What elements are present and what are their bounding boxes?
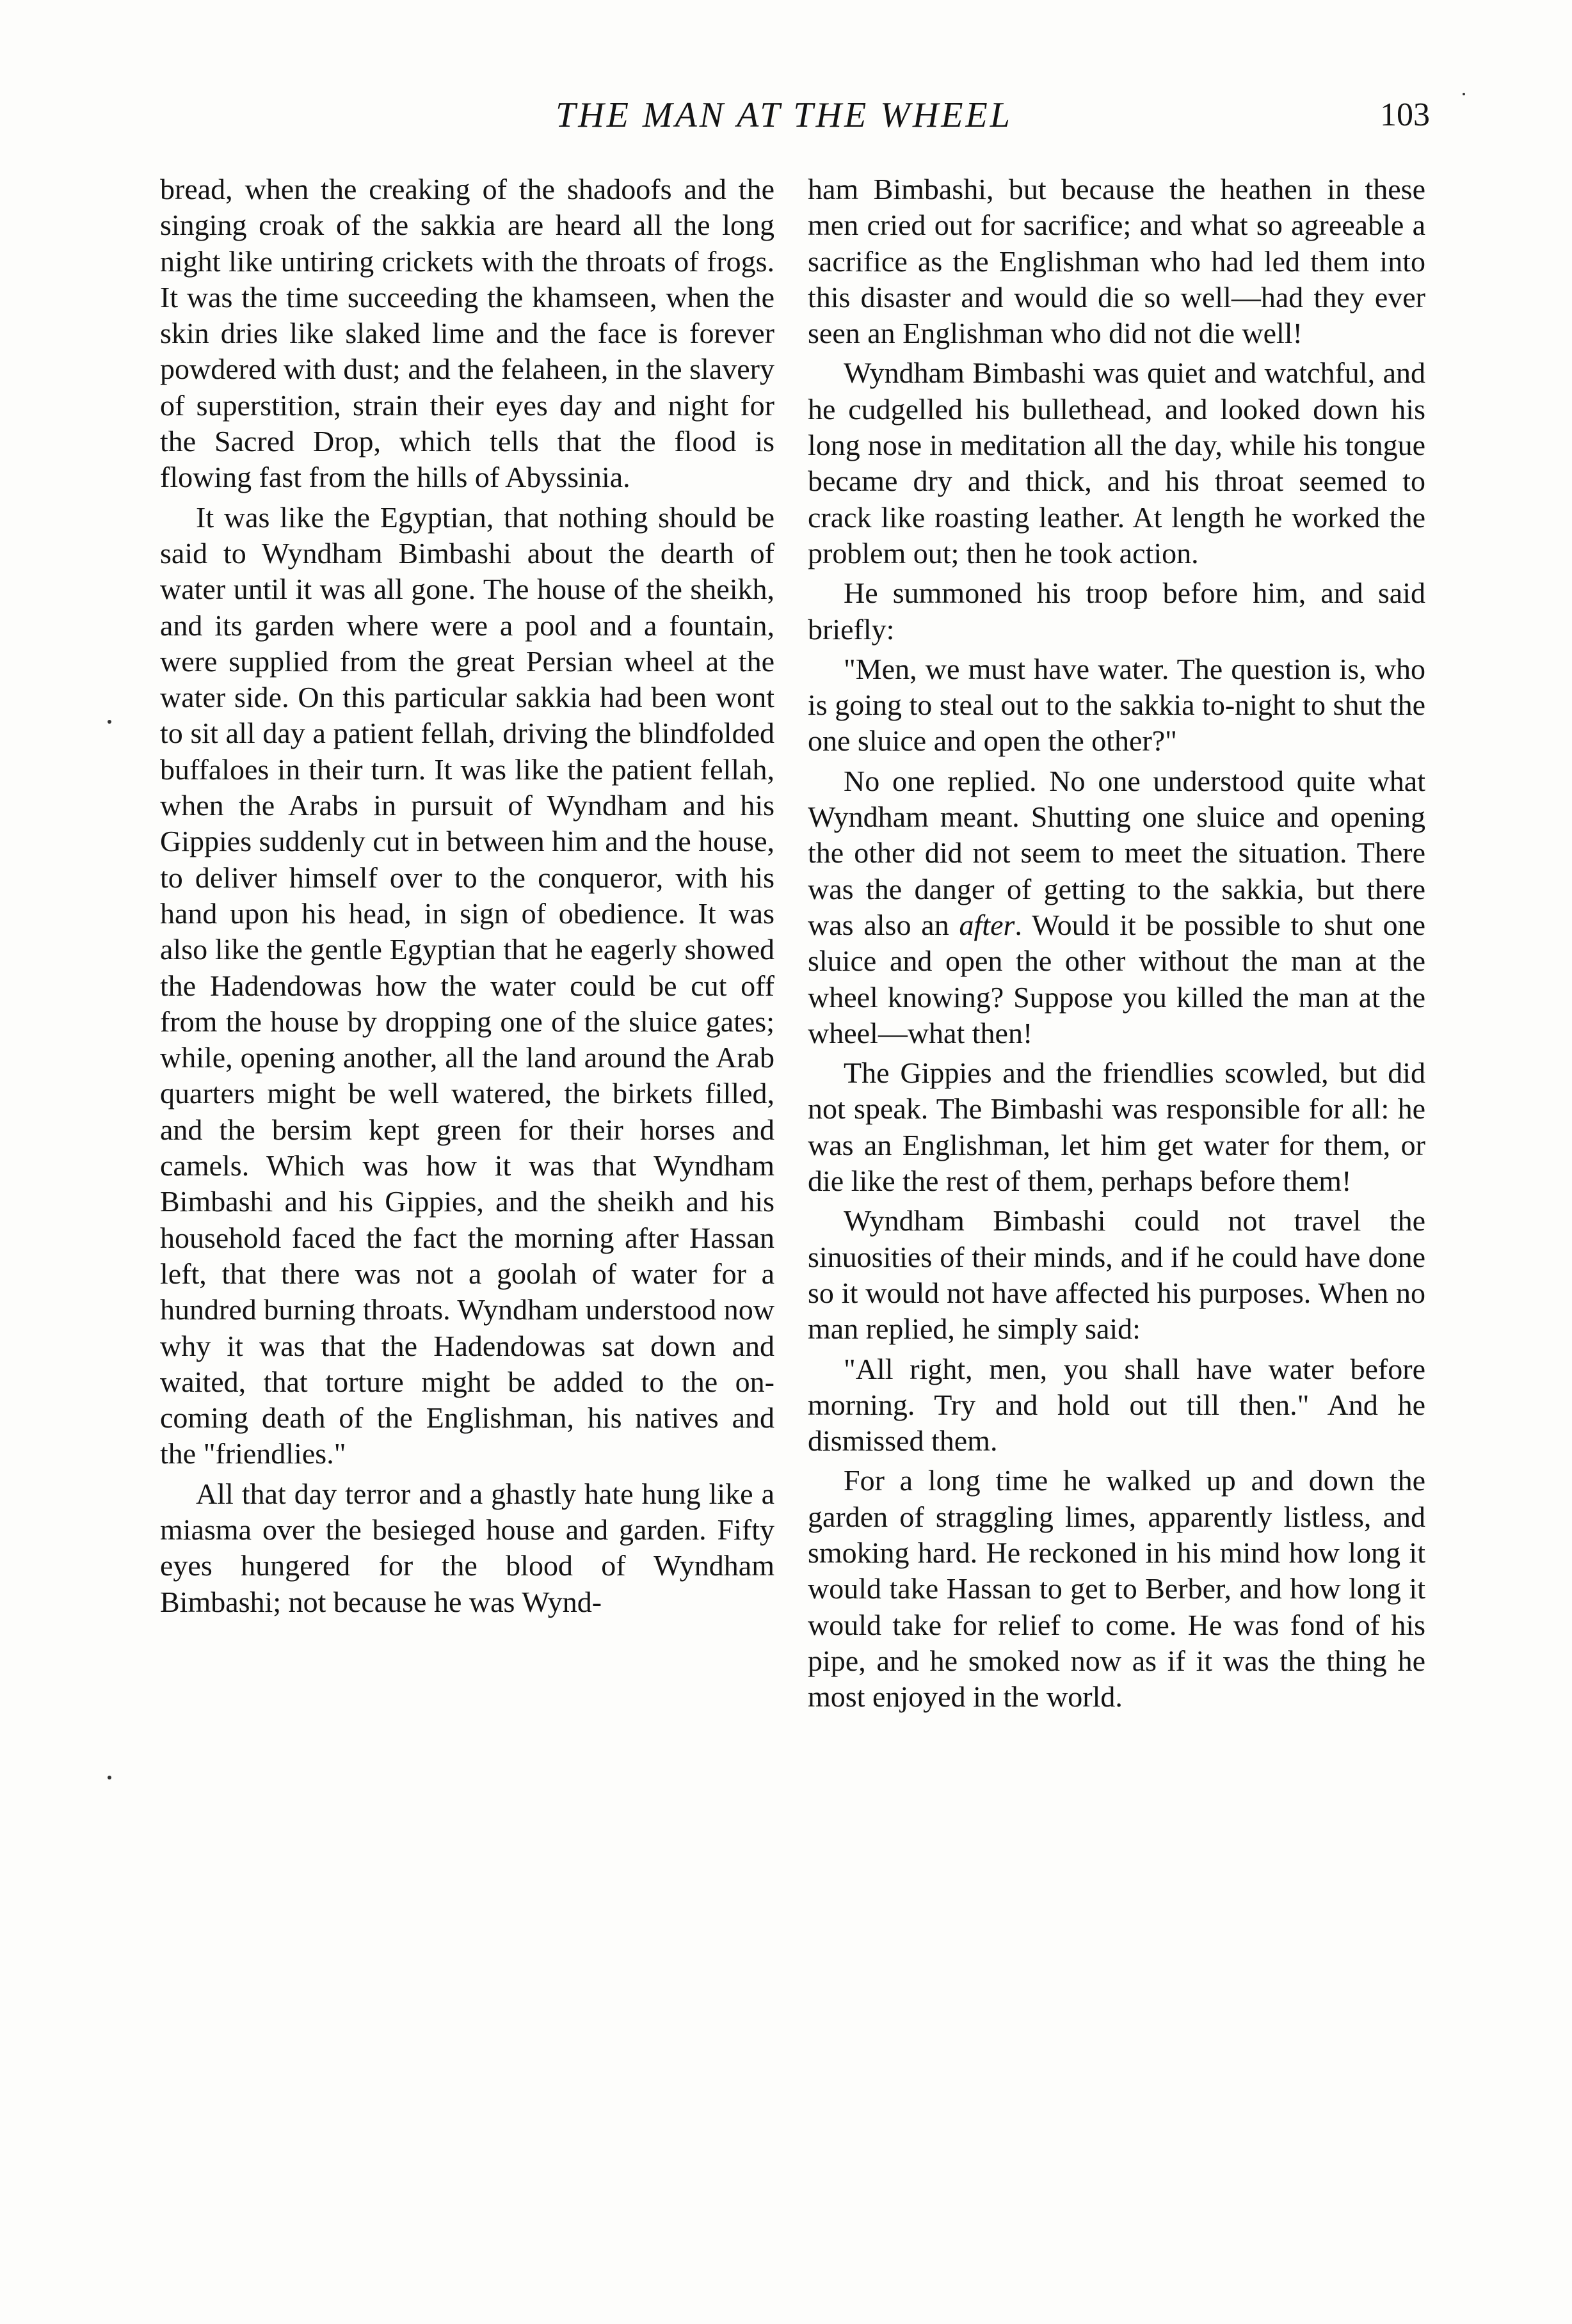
emphasis-after: after [959,908,1015,941]
right-paragraph-5-part-a: No one replied. No one understood quite what Wyndham meant. Shutting one sluice and opening the other did not seem to meet the situation. There was the danger of getting to the sakkia, but there was also an [808,764,1425,941]
right-paragraph-4: "Men, we must have water. The question is, who is going to steal out to the sakkia to-night to shut the one sluice and open the other?" [808,652,1425,758]
left-column [160,171,774,1620]
left-paragraph-2: It was like the Egyptian, that nothing should be said to Wyndham Bimbashi about the dearth of water until it was all gone. The house of the sheikh, and its garden where were a pool and a fountain, were supplied from the great Persian wheel at the water side. On this particular sakkia had been wont to sit all day a patient fellah, driving the blindfolded buffaloes in their turn. It was like the patient fellah, when the Arabs in pursuit of Wyndham and his Gippies suddenly cut in between him and the house, to deliver himself over to the conqueror, with his hand upon his head, in sign of obedience. It was also like the gentle Egyptian that he eagerly showed the Hadendowas how the water could be cut off from the house by dropping one of the sluice gates; while, opening another, all the land around the Arab quarters might be well watered, the birkets filled, and the bersim kept green for their horses and camels. Which was how it was that Wyndham Bimbashi and his Gippies, and the sheikh and his household faced the fact the morning after Hassan left, that there was not a goolah of water for a hundred burning throats. Wyndham understood now why it was that the Hadendowas sat down and waited, that torture might be added to the on-coming death of the Englishman, his natives and the "friendlies." [160,500,774,1470]
scan-speck [108,720,111,724]
right-paragraph-5-part-b: . Would it be possible to shut one sluice and open the other without the man at the wheel knowing? Suppose you killed the man at the wheel—what then! [808,908,1425,1049]
right-paragraph-6: The Gippies and the friendlies scowled, but did not speak. The Bimbashi was responsible for all: he was an Englishman, let him get water for them, or die like the rest of them, perhaps before them! [808,1056,1425,1198]
right-paragraph-3: He summoned his troop before him, and said briefly: [808,577,1425,646]
right-paragraph-5 [808,763,1425,1051]
scan-speck [108,1776,111,1779]
right-paragraph-8: "All right, men, you shall have water before morning. Try and hold out till then." And he dismissed them. [808,1352,1425,1458]
right-paragraph-7: Wyndham Bimbashi could not travel the sinuosities of their minds, and if he could have done so it would not have affected his purposes. When no man replied, he simply said: [808,1204,1425,1346]
left-paragraph-3: All that day terror and a ghastly hate hung like a miasma over the besieged house and garden. Fifty eyes hungered for the blood of Wyndham Bimbashi; not because he was Wynd- [160,1477,774,1618]
scan-speck [1463,93,1465,95]
right-paragraph-2: Wyndham Bimbashi was quiet and watchful, and he cudgelled his bullethead, and looked down his long nose in meditation all the day, while his tongue became dry and thick, and his throat seemed to crack like roasting leather. At length he worked the problem out; then he took action. [808,356,1425,569]
right-column [808,171,1425,1715]
running-head [0,90,1572,141]
left-paragraph-1: bread, when the creaking of the shadoofs and the singing croak of the sakkia are heard all the long night like untiring crickets with the throats of frogs. It was the time succeeding the khamseen, when the skin dries like slaked lime and the face is forever powdered with dust; and the felaheen, in the slavery of superstition, strain their eyes day and night for the Sacred Drop, which tells that the flood is flowing fast from the hills of Abyssinia. [160,173,774,494]
page-number: 103 [1380,97,1430,133]
running-title: THE MAN AT THE WHEEL [556,95,1013,135]
right-paragraph-1: ham Bimbashi, but because the heathen in these men cried out for sacrifice; and what so agreeable a sacrifice as the Englishman who had led them into this disaster and would die so well—had they ever seen an Englishman who did not die well! [808,173,1425,350]
right-paragraph-9: For a long time he walked up and down the garden of straggling limes, apparently listless, and smoking hard. He reckoned in his mind how long it would take Hassan to get to Berber, and how long it would take for relief to come. He was fond of his pipe, and he smoked now as if it was the thing he most enjoyed in the world. [808,1464,1425,1714]
